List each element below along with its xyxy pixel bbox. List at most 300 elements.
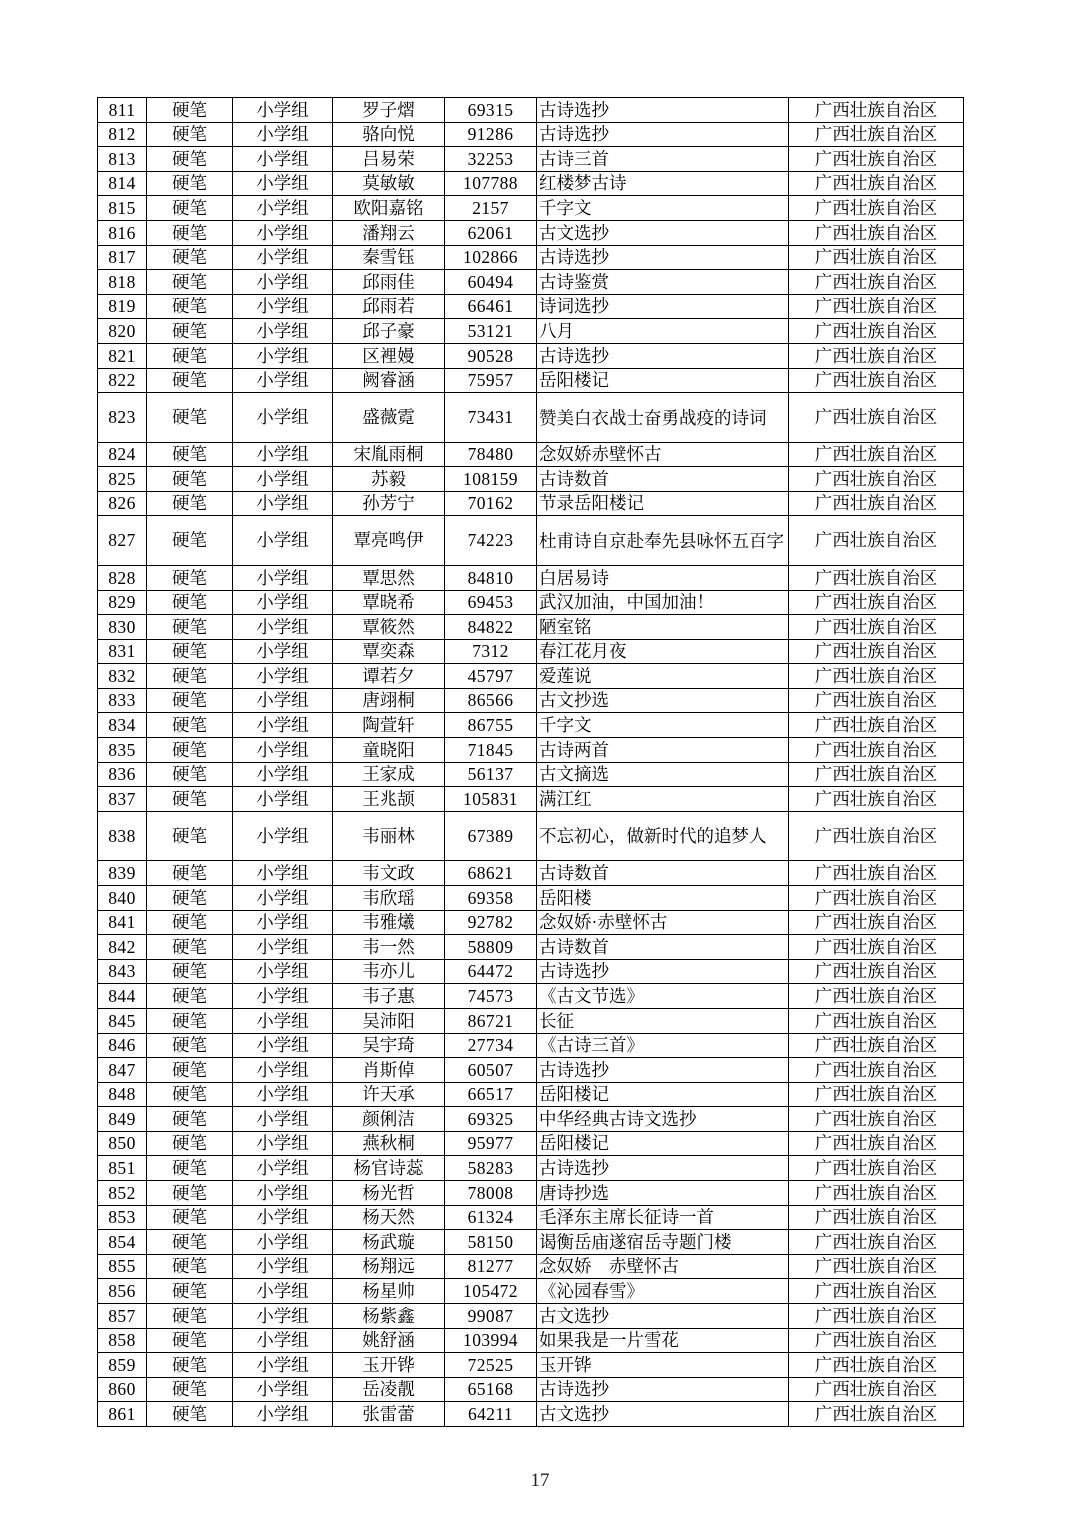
cell-region: 广西壮族自治区 bbox=[789, 171, 964, 196]
cell-work: 如果我是一片雪花 bbox=[537, 1328, 789, 1353]
cell-work: 红楼梦古诗 bbox=[537, 171, 789, 196]
cell-group: 小学组 bbox=[233, 713, 333, 738]
cell-work: 岳阳楼 bbox=[537, 885, 789, 910]
table-row bbox=[98, 762, 964, 787]
cell-sequence: 831 bbox=[98, 639, 147, 664]
cell-name: 杨官诗蕊 bbox=[333, 1156, 445, 1181]
cell-name: 姚舒涵 bbox=[333, 1328, 445, 1353]
table-row bbox=[98, 516, 964, 566]
cell-category: 硬笔 bbox=[147, 171, 233, 196]
cell-group: 小学组 bbox=[233, 1008, 333, 1033]
cell-work: 满江红 bbox=[537, 787, 789, 812]
cell-region: 广西壮族自治区 bbox=[789, 787, 964, 812]
cell-category: 硬笔 bbox=[147, 935, 233, 960]
cell-number: 64472 bbox=[445, 959, 537, 984]
table-row bbox=[98, 885, 964, 910]
cell-category: 硬笔 bbox=[147, 516, 233, 566]
cell-category: 硬笔 bbox=[147, 1254, 233, 1279]
cell-work: 古诗选抄 bbox=[537, 343, 789, 368]
cell-sequence: 840 bbox=[98, 885, 147, 910]
cell-name: 岳凌靓 bbox=[333, 1377, 445, 1402]
cell-work: 毛泽东主席长征诗一首 bbox=[537, 1205, 789, 1230]
cell-sequence: 811 bbox=[98, 98, 147, 123]
cell-name: 覃思然 bbox=[333, 565, 445, 590]
cell-number: 64211 bbox=[445, 1402, 537, 1427]
cell-category: 硬笔 bbox=[147, 787, 233, 812]
cell-category: 硬笔 bbox=[147, 294, 233, 319]
cell-work: 古诗数首 bbox=[537, 467, 789, 492]
cell-number: 102866 bbox=[445, 245, 537, 270]
cell-sequence: 847 bbox=[98, 1058, 147, 1083]
cell-group: 小学组 bbox=[233, 171, 333, 196]
table-row bbox=[98, 1402, 964, 1427]
cell-number: 56137 bbox=[445, 762, 537, 787]
cell-category: 硬笔 bbox=[147, 885, 233, 910]
table-row bbox=[98, 1279, 964, 1304]
cell-sequence: 855 bbox=[98, 1254, 147, 1279]
cell-group: 小学组 bbox=[233, 984, 333, 1009]
cell-number: 69325 bbox=[445, 1107, 537, 1132]
cell-category: 硬笔 bbox=[147, 467, 233, 492]
cell-group: 小学组 bbox=[233, 590, 333, 615]
table-row bbox=[98, 393, 964, 443]
table-row bbox=[98, 787, 964, 812]
cell-name: 韦文政 bbox=[333, 861, 445, 886]
table-row bbox=[98, 1033, 964, 1058]
cell-category: 硬笔 bbox=[147, 959, 233, 984]
cell-region: 广西壮族自治区 bbox=[789, 615, 964, 640]
cell-group: 小学组 bbox=[233, 1377, 333, 1402]
cell-name: 吕易荣 bbox=[333, 147, 445, 172]
table-row bbox=[98, 343, 964, 368]
table-row bbox=[98, 220, 964, 245]
cell-name: 唐翊桐 bbox=[333, 688, 445, 713]
cell-group: 小学组 bbox=[233, 811, 333, 861]
cell-region: 广西壮族自治区 bbox=[789, 1058, 964, 1083]
cell-name: 杨天然 bbox=[333, 1205, 445, 1230]
cell-name: 谭若夕 bbox=[333, 664, 445, 689]
cell-region: 广西壮族自治区 bbox=[789, 861, 964, 886]
cell-work: 古诗选抄 bbox=[537, 98, 789, 123]
cell-name: 韦子惠 bbox=[333, 984, 445, 1009]
cell-group: 小学组 bbox=[233, 147, 333, 172]
cell-name: 童晓阳 bbox=[333, 738, 445, 763]
cell-number: 103994 bbox=[445, 1328, 537, 1353]
cell-work: 古诗两首 bbox=[537, 738, 789, 763]
table-row bbox=[98, 98, 964, 123]
cell-category: 硬笔 bbox=[147, 1058, 233, 1083]
cell-region: 广西壮族自治区 bbox=[789, 1156, 964, 1181]
cell-group: 小学组 bbox=[233, 196, 333, 221]
cell-name: 宋胤雨桐 bbox=[333, 442, 445, 467]
cell-region: 广西壮族自治区 bbox=[789, 368, 964, 393]
cell-number: 73431 bbox=[445, 393, 537, 443]
cell-sequence: 841 bbox=[98, 910, 147, 935]
cell-number: 32253 bbox=[445, 147, 537, 172]
cell-region: 广西壮族自治区 bbox=[789, 516, 964, 566]
table-row bbox=[98, 639, 964, 664]
cell-sequence: 852 bbox=[98, 1181, 147, 1206]
table-row bbox=[98, 1058, 964, 1083]
cell-category: 硬笔 bbox=[147, 1205, 233, 1230]
cell-category: 硬笔 bbox=[147, 491, 233, 516]
table-row bbox=[98, 1328, 964, 1353]
cell-group: 小学组 bbox=[233, 762, 333, 787]
table-row bbox=[98, 245, 964, 270]
cell-name: 韦一然 bbox=[333, 935, 445, 960]
cell-number: 84810 bbox=[445, 565, 537, 590]
cell-group: 小学组 bbox=[233, 245, 333, 270]
cell-work: 陋室铭 bbox=[537, 615, 789, 640]
cell-number: 81277 bbox=[445, 1254, 537, 1279]
cell-name: 玉开铧 bbox=[333, 1353, 445, 1378]
cell-work: 古诗选抄 bbox=[537, 1377, 789, 1402]
cell-category: 硬笔 bbox=[147, 664, 233, 689]
cell-name: 莫敏敏 bbox=[333, 171, 445, 196]
cell-category: 硬笔 bbox=[147, 147, 233, 172]
cell-group: 小学组 bbox=[233, 343, 333, 368]
cell-work: 念奴娇·赤壁怀古 bbox=[537, 910, 789, 935]
cell-group: 小学组 bbox=[233, 935, 333, 960]
table-row bbox=[98, 910, 964, 935]
cell-name: 盛薇霓 bbox=[333, 393, 445, 443]
cell-category: 硬笔 bbox=[147, 122, 233, 147]
table-row bbox=[98, 615, 964, 640]
cell-name: 肖斯倬 bbox=[333, 1058, 445, 1083]
cell-work: 古诗选抄 bbox=[537, 245, 789, 270]
cell-category: 硬笔 bbox=[147, 319, 233, 344]
table-row bbox=[98, 1254, 964, 1279]
cell-number: 58150 bbox=[445, 1230, 537, 1255]
cell-number: 58809 bbox=[445, 935, 537, 960]
cell-work: 古诗鉴赏 bbox=[537, 270, 789, 295]
cell-sequence: 848 bbox=[98, 1082, 147, 1107]
table-row bbox=[98, 1131, 964, 1156]
cell-work: 《古文节选》 bbox=[537, 984, 789, 1009]
cell-group: 小学组 bbox=[233, 1304, 333, 1329]
cell-group: 小学组 bbox=[233, 1033, 333, 1058]
cell-group: 小学组 bbox=[233, 1402, 333, 1427]
cell-category: 硬笔 bbox=[147, 98, 233, 123]
table-row bbox=[98, 368, 964, 393]
cell-region: 广西壮族自治区 bbox=[789, 270, 964, 295]
cell-work: 春江花月夜 bbox=[537, 639, 789, 664]
cell-region: 广西壮族自治区 bbox=[789, 122, 964, 147]
table-row bbox=[98, 959, 964, 984]
cell-category: 硬笔 bbox=[147, 368, 233, 393]
cell-group: 小学组 bbox=[233, 1181, 333, 1206]
cell-category: 硬笔 bbox=[147, 1181, 233, 1206]
cell-category: 硬笔 bbox=[147, 1304, 233, 1329]
cell-number: 74573 bbox=[445, 984, 537, 1009]
cell-work: 节录岳阳楼记 bbox=[537, 491, 789, 516]
cell-name: 潘翔云 bbox=[333, 220, 445, 245]
cell-sequence: 814 bbox=[98, 171, 147, 196]
cell-region: 广西壮族自治区 bbox=[789, 467, 964, 492]
table-row bbox=[98, 442, 964, 467]
cell-group: 小学组 bbox=[233, 270, 333, 295]
cell-work: 古诗选抄 bbox=[537, 1058, 789, 1083]
cell-name: 许天承 bbox=[333, 1082, 445, 1107]
cell-work: 《古诗三首》 bbox=[537, 1033, 789, 1058]
cell-work: 杜甫诗自京赴奉先县咏怀五百字 bbox=[537, 516, 789, 566]
cell-category: 硬笔 bbox=[147, 343, 233, 368]
cell-number: 69315 bbox=[445, 98, 537, 123]
table-row bbox=[98, 196, 964, 221]
cell-region: 广西壮族自治区 bbox=[789, 1254, 964, 1279]
cell-work: 古诗选抄 bbox=[537, 122, 789, 147]
cell-region: 广西壮族自治区 bbox=[789, 442, 964, 467]
cell-name: 杨紫鑫 bbox=[333, 1304, 445, 1329]
cell-region: 广西壮族自治区 bbox=[789, 639, 964, 664]
cell-region: 广西壮族自治区 bbox=[789, 1181, 964, 1206]
table-row bbox=[98, 565, 964, 590]
cell-group: 小学组 bbox=[233, 122, 333, 147]
cell-region: 广西壮族自治区 bbox=[789, 343, 964, 368]
cell-work: 爱莲说 bbox=[537, 664, 789, 689]
cell-number: 65168 bbox=[445, 1377, 537, 1402]
cell-work: 谒衡岳庙遂宿岳寺题门楼 bbox=[537, 1230, 789, 1255]
cell-category: 硬笔 bbox=[147, 1156, 233, 1181]
cell-group: 小学组 bbox=[233, 1230, 333, 1255]
cell-sequence: 832 bbox=[98, 664, 147, 689]
cell-sequence: 856 bbox=[98, 1279, 147, 1304]
cell-category: 硬笔 bbox=[147, 1279, 233, 1304]
table-row bbox=[98, 935, 964, 960]
cell-category: 硬笔 bbox=[147, 615, 233, 640]
cell-number: 78480 bbox=[445, 442, 537, 467]
cell-name: 覃筱然 bbox=[333, 615, 445, 640]
cell-work: 古文抄选 bbox=[537, 688, 789, 713]
cell-sequence: 829 bbox=[98, 590, 147, 615]
table-row bbox=[98, 1377, 964, 1402]
cell-category: 硬笔 bbox=[147, 762, 233, 787]
cell-category: 硬笔 bbox=[147, 196, 233, 221]
cell-group: 小学组 bbox=[233, 1107, 333, 1132]
cell-work: 武汉加油，中国加油！ bbox=[537, 590, 789, 615]
cell-region: 广西壮族自治区 bbox=[789, 1328, 964, 1353]
cell-name: 覃亮鸣伊 bbox=[333, 516, 445, 566]
cell-sequence: 861 bbox=[98, 1402, 147, 1427]
cell-work: 岳阳楼记 bbox=[537, 368, 789, 393]
cell-work: 念奴娇 赤壁怀古 bbox=[537, 1254, 789, 1279]
cell-number: 108159 bbox=[445, 467, 537, 492]
cell-sequence: 843 bbox=[98, 959, 147, 984]
cell-number: 105831 bbox=[445, 787, 537, 812]
cell-number: 68621 bbox=[445, 861, 537, 886]
cell-number: 60507 bbox=[445, 1058, 537, 1083]
cell-region: 广西壮族自治区 bbox=[789, 1033, 964, 1058]
cell-name: 王兆颉 bbox=[333, 787, 445, 812]
cell-name: 覃晓希 bbox=[333, 590, 445, 615]
cell-group: 小学组 bbox=[233, 885, 333, 910]
cell-work: 白居易诗 bbox=[537, 565, 789, 590]
cell-work: 古文选抄 bbox=[537, 220, 789, 245]
cell-name: 欧阳嘉铭 bbox=[333, 196, 445, 221]
cell-name: 陶萱轩 bbox=[333, 713, 445, 738]
cell-name: 区裡嫚 bbox=[333, 343, 445, 368]
cell-sequence: 850 bbox=[98, 1131, 147, 1156]
cell-sequence: 813 bbox=[98, 147, 147, 172]
cell-category: 硬笔 bbox=[147, 811, 233, 861]
cell-region: 广西壮族自治区 bbox=[789, 319, 964, 344]
cell-sequence: 815 bbox=[98, 196, 147, 221]
cell-name: 覃奕森 bbox=[333, 639, 445, 664]
cell-number: 72525 bbox=[445, 1353, 537, 1378]
cell-region: 广西壮族自治区 bbox=[789, 935, 964, 960]
table-row bbox=[98, 688, 964, 713]
cell-name: 苏毅 bbox=[333, 467, 445, 492]
table-row bbox=[98, 491, 964, 516]
cell-sequence: 836 bbox=[98, 762, 147, 787]
cell-number: 2157 bbox=[445, 196, 537, 221]
cell-number: 99087 bbox=[445, 1304, 537, 1329]
cell-category: 硬笔 bbox=[147, 1377, 233, 1402]
cell-work: 中华经典古诗文选抄 bbox=[537, 1107, 789, 1132]
cell-name: 杨星帅 bbox=[333, 1279, 445, 1304]
cell-number: 91286 bbox=[445, 122, 537, 147]
cell-number: 62061 bbox=[445, 220, 537, 245]
cell-number: 84822 bbox=[445, 615, 537, 640]
cell-region: 广西壮族自治区 bbox=[789, 1402, 964, 1427]
cell-region: 广西壮族自治区 bbox=[789, 1377, 964, 1402]
cell-sequence: 812 bbox=[98, 122, 147, 147]
cell-sequence: 839 bbox=[98, 861, 147, 886]
cell-number: 69453 bbox=[445, 590, 537, 615]
cell-category: 硬笔 bbox=[147, 245, 233, 270]
cell-sequence: 849 bbox=[98, 1107, 147, 1132]
cell-sequence: 851 bbox=[98, 1156, 147, 1181]
cell-work: 诗词选抄 bbox=[537, 294, 789, 319]
table-row bbox=[98, 984, 964, 1009]
cell-number: 60494 bbox=[445, 270, 537, 295]
cell-name: 杨翔远 bbox=[333, 1254, 445, 1279]
cell-category: 硬笔 bbox=[147, 688, 233, 713]
cell-group: 小学组 bbox=[233, 787, 333, 812]
cell-sequence: 845 bbox=[98, 1008, 147, 1033]
cell-name: 邱雨佳 bbox=[333, 270, 445, 295]
table-row bbox=[98, 1181, 964, 1206]
cell-region: 广西壮族自治区 bbox=[789, 491, 964, 516]
cell-name: 吴宇琦 bbox=[333, 1033, 445, 1058]
cell-work: 古文摘选 bbox=[537, 762, 789, 787]
cell-region: 广西壮族自治区 bbox=[789, 688, 964, 713]
cell-region: 广西壮族自治区 bbox=[789, 1304, 964, 1329]
cell-group: 小学组 bbox=[233, 910, 333, 935]
cell-sequence: 821 bbox=[98, 343, 147, 368]
cell-number: 7312 bbox=[445, 639, 537, 664]
cell-number: 86755 bbox=[445, 713, 537, 738]
cell-group: 小学组 bbox=[233, 442, 333, 467]
cell-region: 广西壮族自治区 bbox=[789, 294, 964, 319]
cell-group: 小学组 bbox=[233, 516, 333, 566]
cell-sequence: 817 bbox=[98, 245, 147, 270]
cell-sequence: 828 bbox=[98, 565, 147, 590]
table-row bbox=[98, 1353, 964, 1378]
cell-number: 66517 bbox=[445, 1082, 537, 1107]
cell-number: 45797 bbox=[445, 664, 537, 689]
cell-number: 90528 bbox=[445, 343, 537, 368]
cell-group: 小学组 bbox=[233, 738, 333, 763]
cell-group: 小学组 bbox=[233, 294, 333, 319]
cell-group: 小学组 bbox=[233, 615, 333, 640]
cell-sequence: 830 bbox=[98, 615, 147, 640]
cell-group: 小学组 bbox=[233, 688, 333, 713]
cell-name: 张雷蕾 bbox=[333, 1402, 445, 1427]
cell-category: 硬笔 bbox=[147, 442, 233, 467]
cell-group: 小学组 bbox=[233, 467, 333, 492]
cell-sequence: 816 bbox=[98, 220, 147, 245]
cell-number: 66461 bbox=[445, 294, 537, 319]
cell-category: 硬笔 bbox=[147, 393, 233, 443]
cell-sequence: 842 bbox=[98, 935, 147, 960]
cell-name: 罗子熠 bbox=[333, 98, 445, 123]
table-row bbox=[98, 738, 964, 763]
page-number: 17 bbox=[530, 1470, 550, 1491]
cell-category: 硬笔 bbox=[147, 984, 233, 1009]
table-row bbox=[98, 713, 964, 738]
cell-region: 广西壮族自治区 bbox=[789, 590, 964, 615]
cell-name: 杨武璇 bbox=[333, 1230, 445, 1255]
cell-region: 广西壮族自治区 bbox=[789, 393, 964, 443]
cell-category: 硬笔 bbox=[147, 910, 233, 935]
table-row bbox=[98, 467, 964, 492]
cell-number: 105472 bbox=[445, 1279, 537, 1304]
cell-work: 岳阳楼记 bbox=[537, 1082, 789, 1107]
cell-work: 玉开铧 bbox=[537, 1353, 789, 1378]
cell-work: 不忘初心，做新时代的追梦人 bbox=[537, 811, 789, 861]
cell-number: 53121 bbox=[445, 319, 537, 344]
cell-category: 硬笔 bbox=[147, 639, 233, 664]
cell-group: 小学组 bbox=[233, 1279, 333, 1304]
cell-region: 广西壮族自治区 bbox=[789, 147, 964, 172]
cell-work: 古诗选抄 bbox=[537, 1156, 789, 1181]
cell-category: 硬笔 bbox=[147, 270, 233, 295]
cell-name: 秦雪钰 bbox=[333, 245, 445, 270]
cell-sequence: 824 bbox=[98, 442, 147, 467]
table-row bbox=[98, 171, 964, 196]
cell-region: 广西壮族自治区 bbox=[789, 885, 964, 910]
roster-table-container bbox=[97, 97, 963, 1427]
cell-sequence: 838 bbox=[98, 811, 147, 861]
table-row bbox=[98, 1082, 964, 1107]
cell-work: 岳阳楼记 bbox=[537, 1131, 789, 1156]
cell-region: 广西壮族自治区 bbox=[789, 811, 964, 861]
cell-name: 邱雨若 bbox=[333, 294, 445, 319]
cell-category: 硬笔 bbox=[147, 1008, 233, 1033]
cell-work: 《沁园春雪》 bbox=[537, 1279, 789, 1304]
cell-region: 广西壮族自治区 bbox=[789, 196, 964, 221]
cell-sequence: 822 bbox=[98, 368, 147, 393]
table-row bbox=[98, 319, 964, 344]
cell-group: 小学组 bbox=[233, 1156, 333, 1181]
cell-sequence: 846 bbox=[98, 1033, 147, 1058]
cell-sequence: 837 bbox=[98, 787, 147, 812]
cell-name: 王家成 bbox=[333, 762, 445, 787]
cell-name: 韦欣瑶 bbox=[333, 885, 445, 910]
cell-category: 硬笔 bbox=[147, 1230, 233, 1255]
cell-category: 硬笔 bbox=[147, 1082, 233, 1107]
table-row bbox=[98, 1156, 964, 1181]
cell-category: 硬笔 bbox=[147, 1033, 233, 1058]
cell-group: 小学组 bbox=[233, 861, 333, 886]
cell-sequence: 835 bbox=[98, 738, 147, 763]
roster-table bbox=[97, 97, 964, 1427]
cell-sequence: 834 bbox=[98, 713, 147, 738]
cell-category: 硬笔 bbox=[147, 861, 233, 886]
cell-sequence: 827 bbox=[98, 516, 147, 566]
cell-sequence: 819 bbox=[98, 294, 147, 319]
